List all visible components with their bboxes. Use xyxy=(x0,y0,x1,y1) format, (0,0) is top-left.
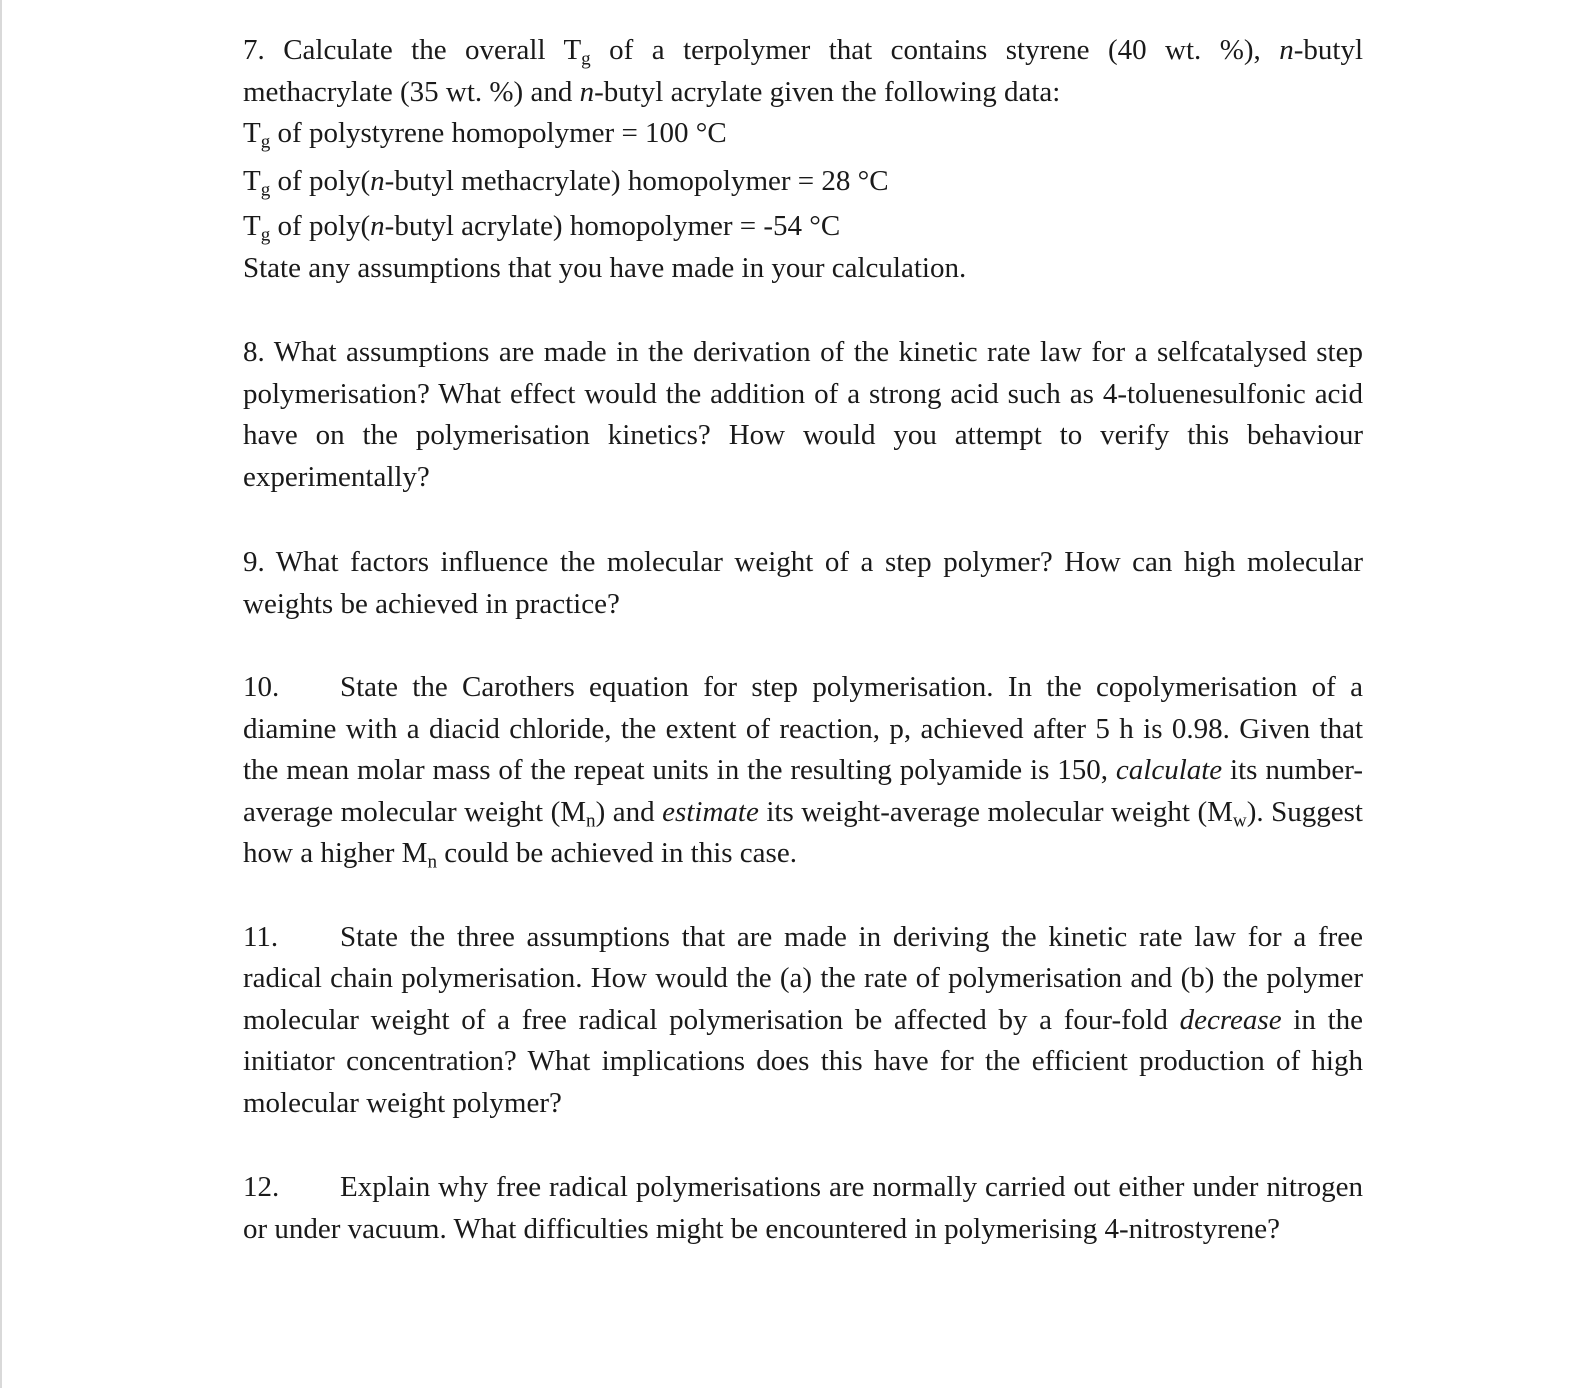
subscript-g: g xyxy=(581,48,591,70)
question-7-line-2-a: methacrylate (35 wt. %) and xyxy=(243,75,580,108)
question-12-text: Explain why free radical polymerisations are normally carried out either under nitrogen or under vacuum. What difficulties might be encountered in polymerising 4-nitrostyrene? xyxy=(243,1171,1363,1245)
question-7-text-b: of a terpolymer that contains styrene (40 wt. %), xyxy=(590,34,1280,66)
question-10 xyxy=(243,667,1363,875)
question-7-assumptions: State any assumptions that you have made in your calculation. xyxy=(243,251,967,284)
italic-estimate: estimate xyxy=(662,795,759,828)
italic-decrease: decrease xyxy=(1179,1003,1282,1036)
question-7-number: 7. xyxy=(243,34,265,66)
question-11 xyxy=(243,917,1363,1125)
question-9: 9. What factors influence the molecular weight of a step polymer? How can high molecular weights be achieved in practice? xyxy=(243,546,1363,620)
tg-pnbma xyxy=(243,161,1363,203)
tg-symbol: T xyxy=(243,117,261,149)
question-10-part-6: could be achieved in this case. xyxy=(437,837,797,869)
question-11-part-1: State the three assumptions that are made in deriving the kinetic rate law for a free radical chain polymerisation. How would the (a) the rate of polymerisation and (b) the polymer molecular weight of a free radical polymerisation be affected by a four-fold xyxy=(243,920,1363,1036)
italic-n: n xyxy=(370,210,385,242)
subscript-n: n xyxy=(586,809,596,831)
italic-calculate: calculate xyxy=(1115,754,1223,786)
subscript-g: g xyxy=(260,224,271,246)
question-8: 8. What assumptions are made in the derivation of the kinetic rate law for a selfcatalysed step polymerisation? What effect would the addition of a strong acid such as 4-toluenesulfonic acid have on the polymerisation kinetics? How would you attempt to verify this behaviour experimentally? xyxy=(243,336,1363,493)
question-10-part-1: State the Carothers equation for step polymerisation. In the copolymerisation of a diamine with a diacid chloride, the extent of reaction, p, achieved after 5 h is 0.98. Given that the mean molar mass of the repeat units in the resulting polyamide is 150, xyxy=(243,671,1363,786)
tg-pnba-value: -butyl acrylate) homopolymer = -54 °C xyxy=(384,210,841,242)
subscript-w: w xyxy=(1232,809,1247,831)
italic-n: n xyxy=(579,75,595,108)
question-10-number: 10. xyxy=(243,671,280,703)
question-7-line-2 xyxy=(243,72,1363,114)
question-10-part-2: its number-average molecular weight (M xyxy=(243,754,1363,828)
question-12 xyxy=(243,1167,1363,1250)
tg-polystyrene-value: of polystyrene homopolymer = 100 °C xyxy=(270,117,727,149)
subscript-g: g xyxy=(260,178,271,200)
question-11-number: 11. xyxy=(243,920,279,953)
question-7-text-c: -butyl xyxy=(1293,34,1364,66)
tg-symbol: T xyxy=(243,210,261,242)
question-10-part-4: its weight-average molecular weight (M xyxy=(758,795,1233,828)
question-7-text-a: Calculate the overall T xyxy=(283,34,582,66)
question-7-line-1 xyxy=(243,30,1363,72)
italic-n: n xyxy=(1279,34,1294,66)
document-page xyxy=(243,30,1363,1250)
question-7 xyxy=(243,30,1363,289)
subscript-n: n xyxy=(427,851,437,873)
question-10-part-3: ) and xyxy=(595,795,663,828)
tg-pnba xyxy=(243,206,1363,248)
question-10-part-5: ). Suggest how a higher M xyxy=(243,795,1363,869)
question-12-number: 12. xyxy=(243,1171,280,1203)
page-edge-rule xyxy=(0,0,2,1388)
tg-polystyrene xyxy=(243,113,1363,155)
question-7-line-2-b: -butyl acrylate given the following data: xyxy=(594,75,1061,108)
question-11-part-2: in the initiator concentration? What implications does this have for the efficient production of high molecular weight polymer? xyxy=(243,1003,1363,1119)
subscript-g: g xyxy=(260,131,271,153)
tg-pnbma-a: of poly( xyxy=(270,164,371,197)
italic-n: n xyxy=(370,164,385,197)
tg-symbol: T xyxy=(243,164,261,197)
tg-pnbma-value: -butyl methacrylate) homopolymer = 28 °C xyxy=(384,164,889,197)
tg-pnba-a: of poly( xyxy=(270,210,371,242)
